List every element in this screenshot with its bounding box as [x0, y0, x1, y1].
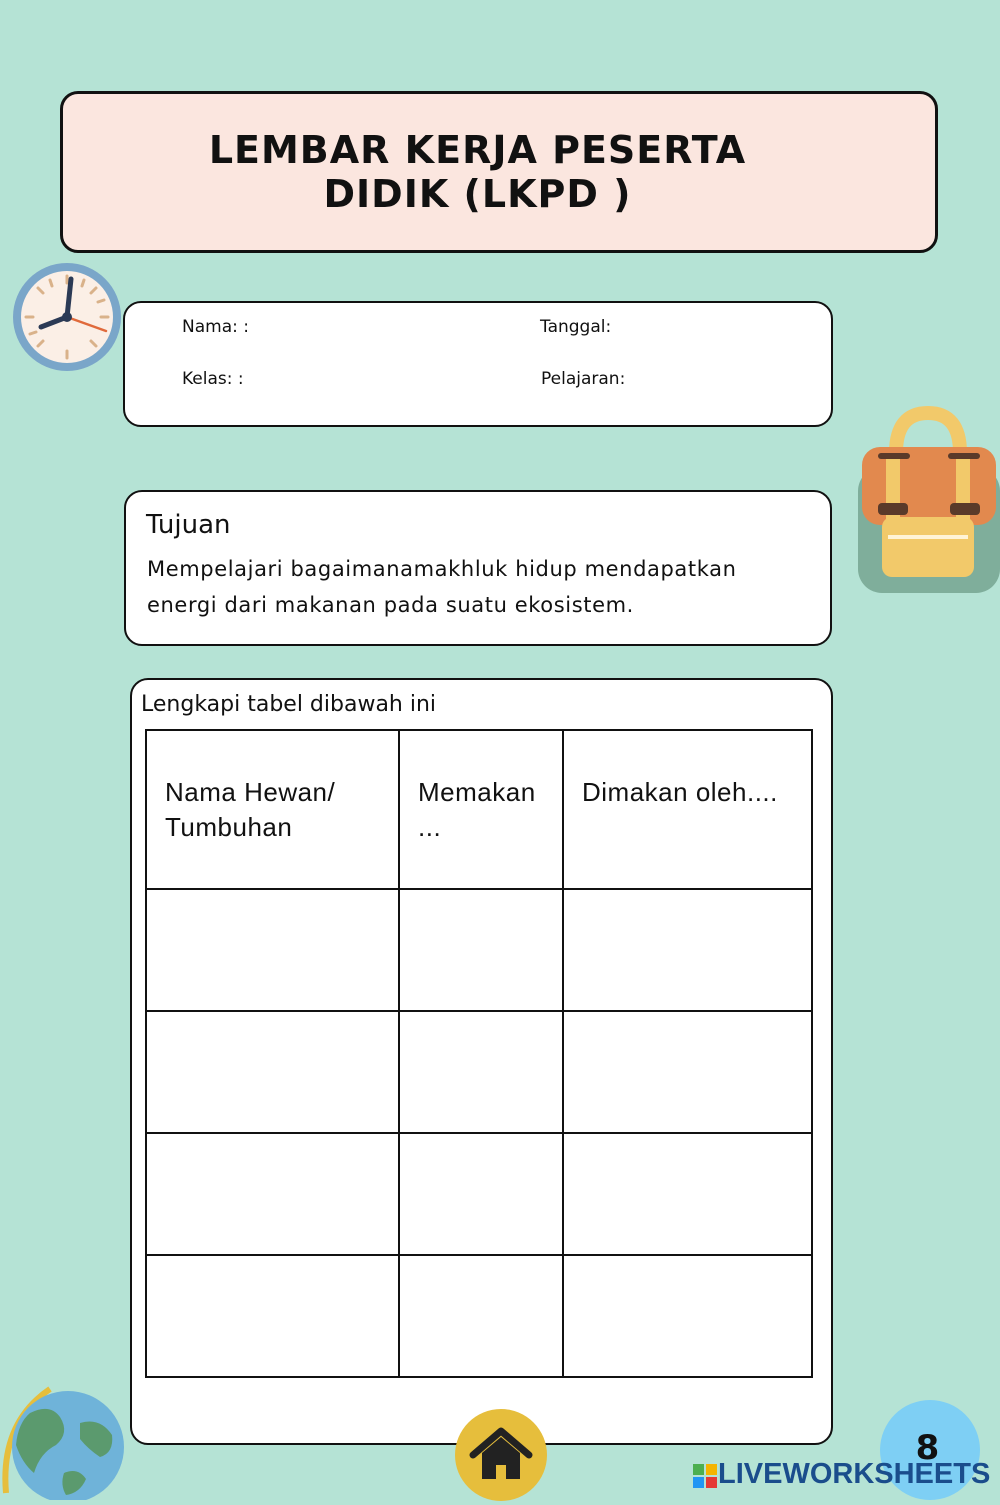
table-row — [146, 889, 812, 1011]
table-cell[interactable] — [399, 1255, 563, 1377]
home-icon — [455, 1409, 547, 1501]
table-row — [146, 1133, 812, 1255]
pelajaran-label: Pelajaran: — [541, 369, 626, 389]
tanggal-label: Tanggal: — [540, 317, 612, 337]
table-cell[interactable] — [399, 1011, 563, 1133]
liveworksheets-brand: LIVEWORKSHEETS — [718, 1458, 991, 1490]
home-button[interactable] — [455, 1409, 547, 1501]
nama-label: Nama: : — [182, 317, 249, 337]
backpack-icon — [856, 405, 1000, 595]
goal-title: Tujuan — [146, 510, 231, 540]
table-cell[interactable] — [146, 889, 399, 1011]
table-cell[interactable] — [563, 1133, 812, 1255]
header-dimakan-oleh: Dimakan oleh.... — [563, 730, 812, 889]
table-cell[interactable] — [563, 889, 812, 1011]
liveworksheets-logo-icon — [693, 1464, 717, 1488]
table-cell[interactable] — [563, 1011, 812, 1133]
food-chain-table — [145, 729, 813, 1378]
kelas-label: Kelas: : — [182, 369, 244, 389]
title-line-2: DIDIK (LKPD ) — [323, 172, 632, 216]
clock-icon — [11, 261, 123, 373]
table-cell[interactable] — [399, 1133, 563, 1255]
table-header-row — [146, 730, 812, 889]
header-nama-hewan: Nama Hewan/ Tumbuhan — [146, 730, 399, 889]
table-cell[interactable] — [399, 889, 563, 1011]
table-instruction: Lengkapi tabel dibawah ini — [141, 692, 437, 717]
goal-text: Mempelajari bagaimanamakhluk hidup mendapatkan energi dari makanan pada suatu ekosistem. — [147, 557, 737, 617]
table-row — [146, 1255, 812, 1377]
table-cell[interactable] — [563, 1255, 812, 1377]
page-title — [60, 128, 895, 216]
table-cell[interactable] — [146, 1011, 399, 1133]
title-line-1: LEMBAR KERJA PESERTA — [208, 128, 747, 172]
table-cell[interactable] — [146, 1133, 399, 1255]
globe-icon — [0, 1383, 126, 1500]
header-memakan: Memakan ... — [399, 730, 563, 889]
table-row — [146, 1011, 812, 1133]
page-number: 8 — [915, 1428, 940, 1468]
table-cell[interactable] — [146, 1255, 399, 1377]
